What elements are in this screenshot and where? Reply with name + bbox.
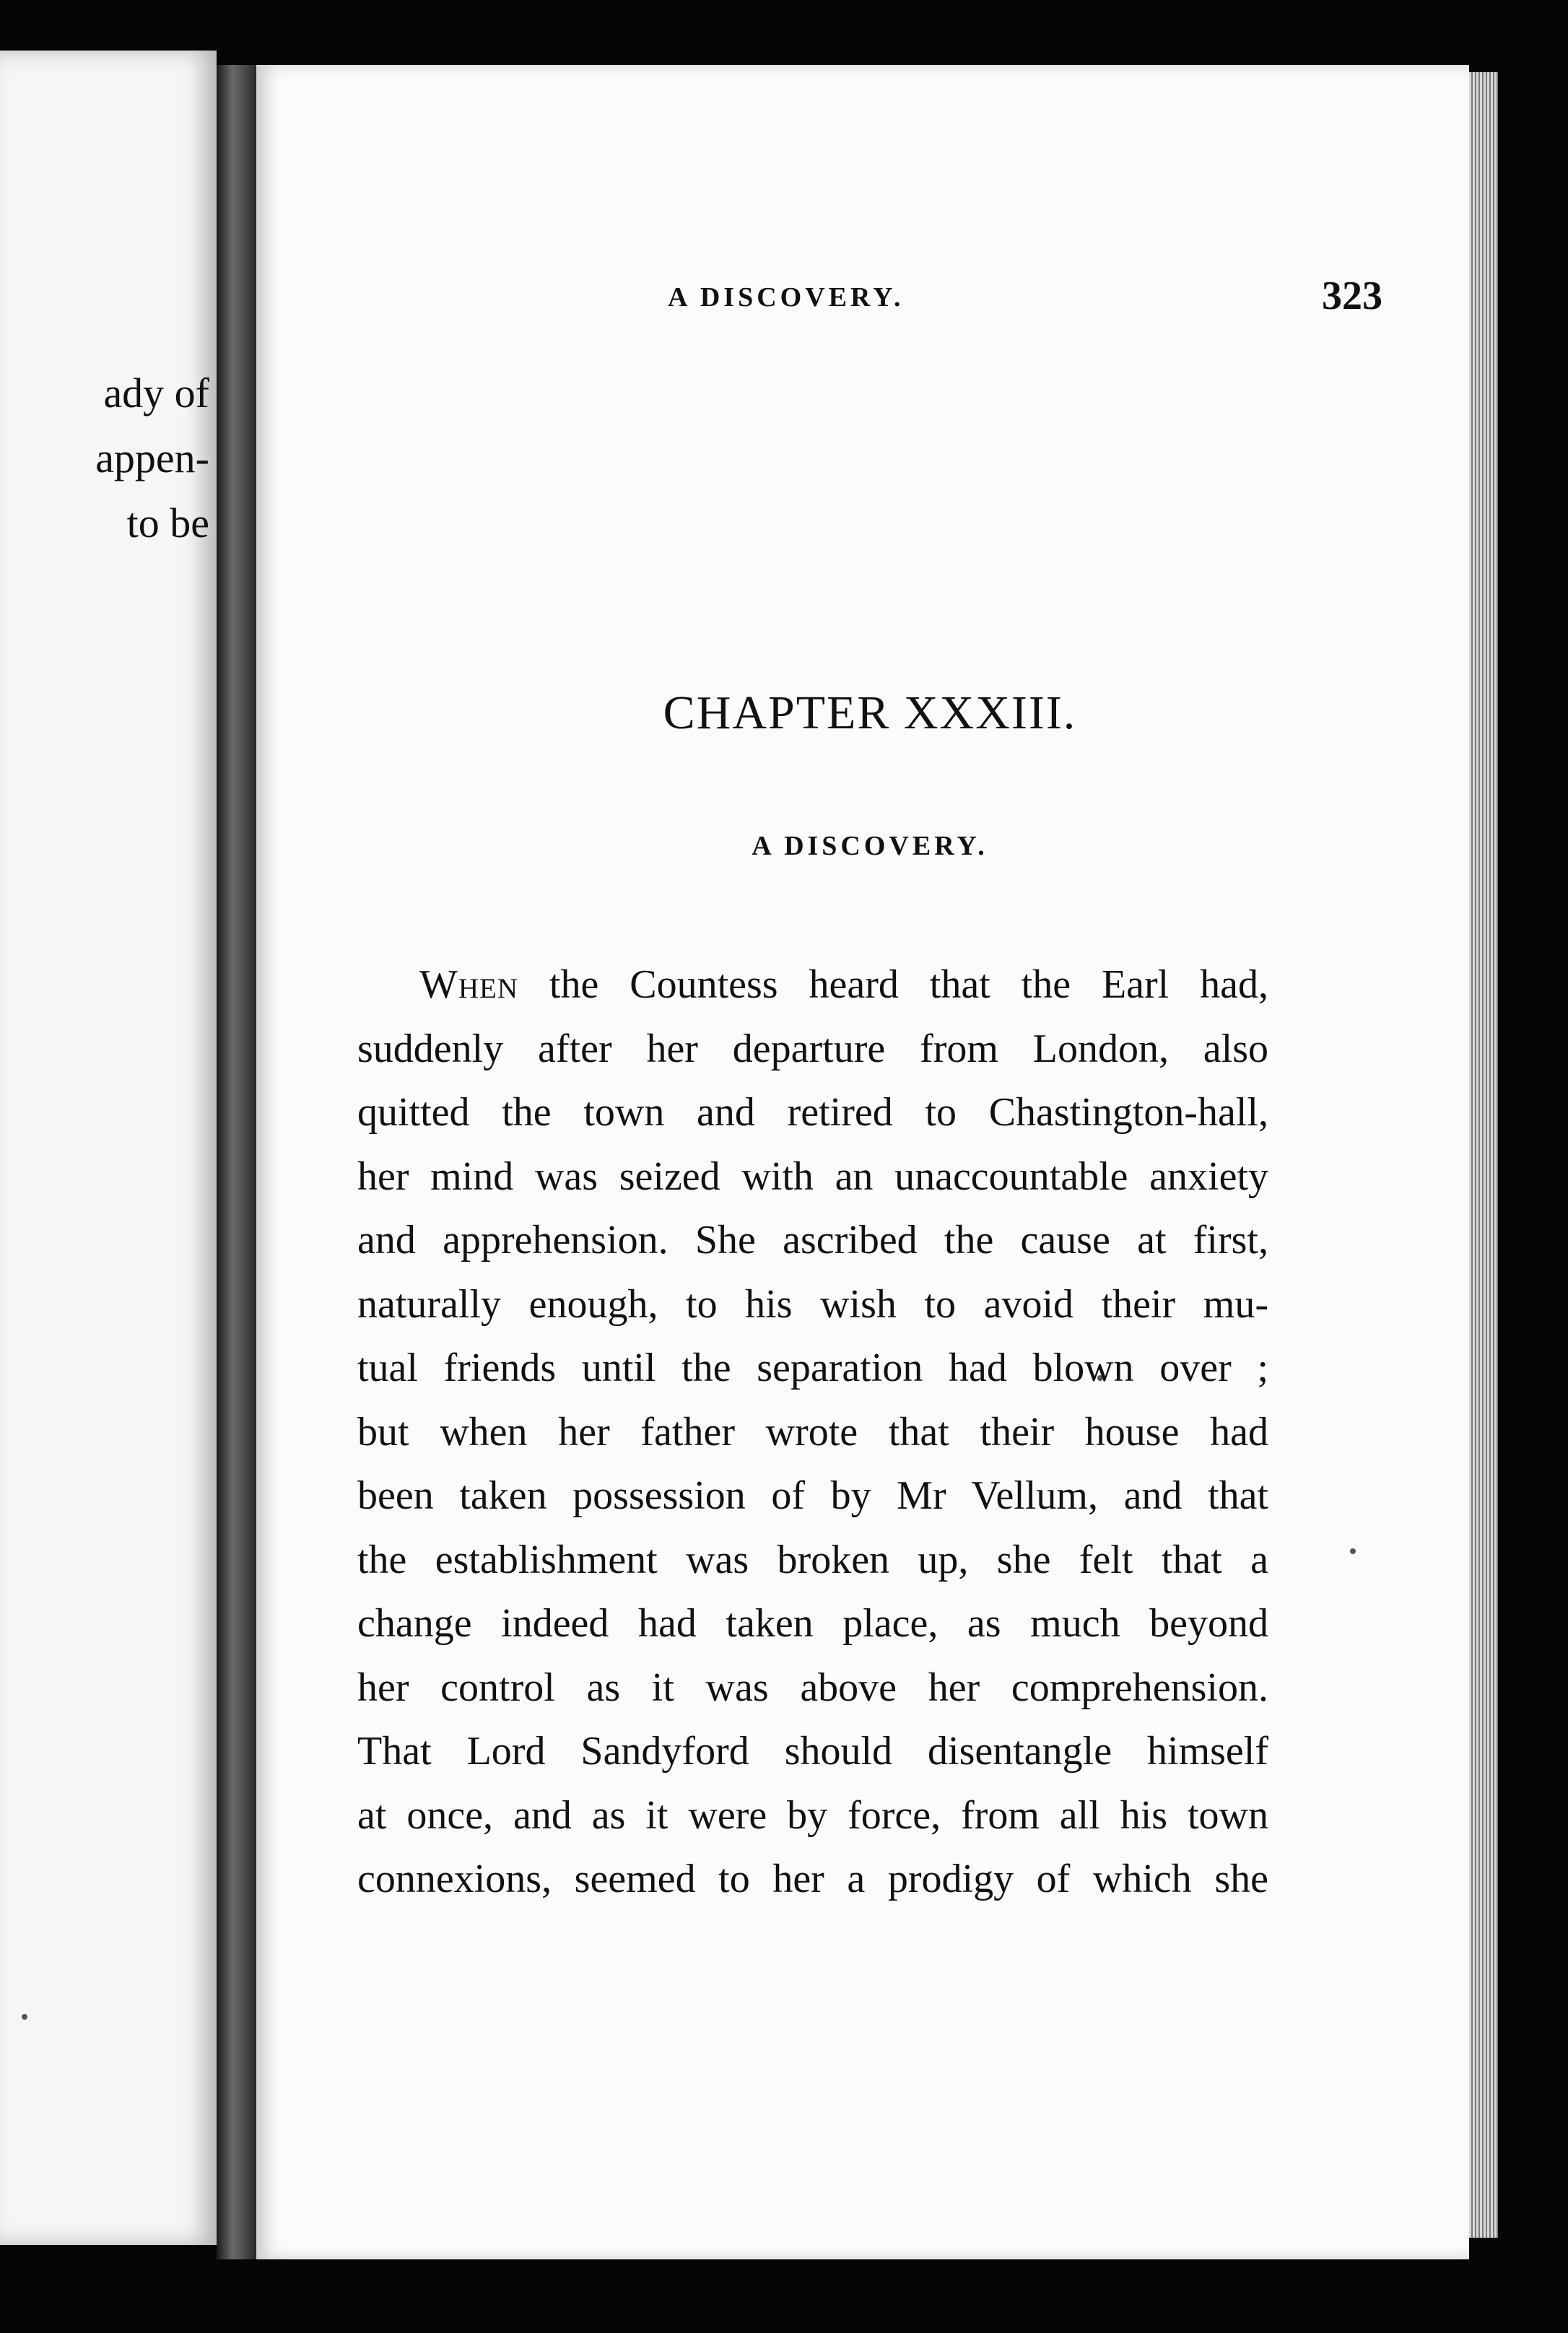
scan-speck xyxy=(1350,1548,1356,1554)
text-line xyxy=(357,953,1268,1017)
text-line: change indeed had taken place, as much beyond xyxy=(357,1601,1268,1646)
text-line: suddenly after her departure from London, also xyxy=(357,1026,1268,1071)
running-head xyxy=(357,274,1382,339)
page-number: 323 xyxy=(1322,274,1382,318)
left-fragment-line: appen- xyxy=(95,435,209,481)
text-line: tual friends until the separation had blown over ; xyxy=(357,1346,1268,1390)
text-line: at once, and as it were by force, from all his town xyxy=(357,1792,1268,1838)
book-gutter xyxy=(217,65,256,2259)
text-line: That Lord Sandyford should disentangle himself xyxy=(357,1729,1268,1774)
left-page-text-fragments xyxy=(95,361,209,556)
text-line: the establishment was broken up, she felt that a xyxy=(357,1537,1268,1582)
page-edges xyxy=(1469,72,1498,2238)
chapter-title: CHAPTER XXXIII. xyxy=(663,686,1077,739)
text-line-rest: the Countess heard that the Earl had, xyxy=(518,962,1268,1007)
text-line: connexions, seemed to her a prodigy of which she xyxy=(357,1857,1268,1901)
book-page xyxy=(256,65,1469,2259)
left-facing-page xyxy=(0,51,217,2245)
running-title: A DISCOVERY. xyxy=(668,282,905,313)
scan-speck xyxy=(22,2014,27,2020)
body-paragraph xyxy=(357,953,1268,1911)
text-line: quitted the town and retired to Chastington-hall, xyxy=(357,1090,1268,1135)
chapter-subtitle: A DISCOVERY. xyxy=(752,831,988,861)
text-line: and apprehension. She ascribed the cause at first, xyxy=(357,1218,1268,1263)
dropword: When xyxy=(419,962,519,1007)
text-line: but when her father wrote that their house had xyxy=(357,1409,1268,1455)
text-line: naturally enough, to his wish to avoid their mu- xyxy=(357,1281,1268,1327)
left-fragment-line: ady of xyxy=(103,370,209,417)
text-line: her control as it was above her comprehension. xyxy=(357,1665,1268,1710)
left-fragment-line: to be xyxy=(126,500,209,546)
text-line: her mind was seized with an unaccountable anxiety xyxy=(357,1154,1268,1199)
text-line: been taken possession of by Mr Vellum, and that xyxy=(357,1473,1268,1518)
